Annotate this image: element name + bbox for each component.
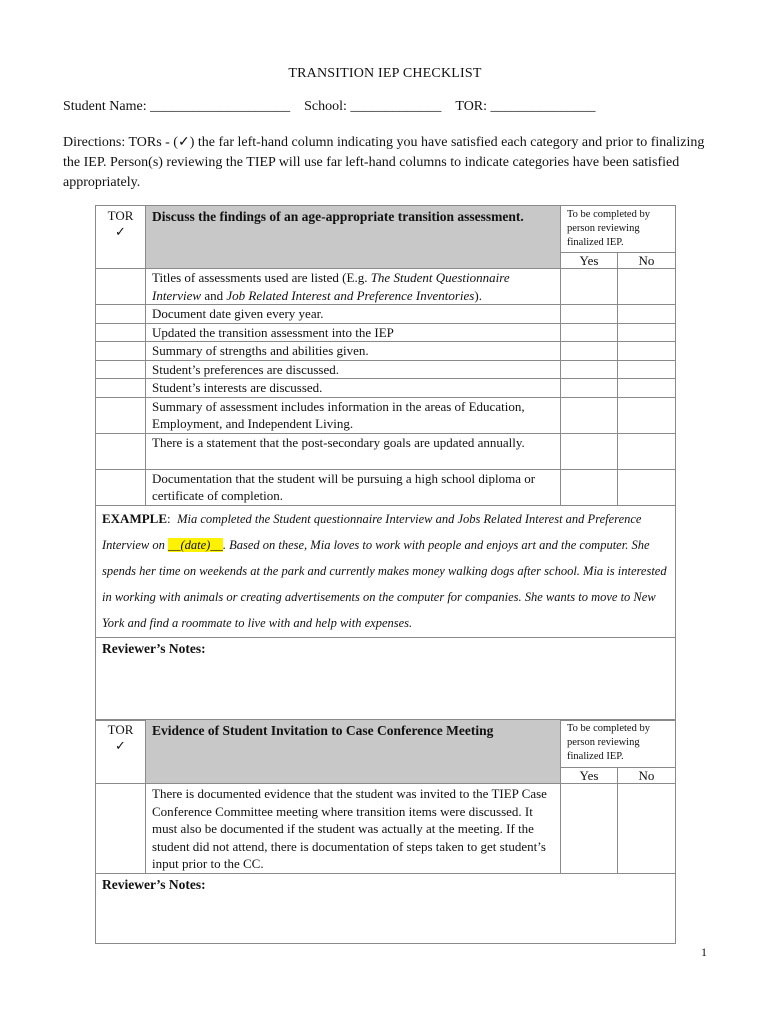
date-highlight: __(date)__ bbox=[167, 537, 223, 552]
example-block: EXAMPLE: Mia completed the Student questionnaire Interview and Jobs Related Interest and Preference Interview on __(date)__. Based on these, Mia loves to work with people and enjoys art and the computer. She spends her time on weekends at the park and currently makes money walking dogs after school. Mia is interested in working with animals or creating advertisements on the computer for companies. She wants to move to New York and find a roommate to live with and help with expenses. bbox=[96, 505, 676, 637]
checklist-item: Summary of strengths and abilities given. bbox=[146, 342, 561, 361]
reviewer-notes[interactable]: Reviewer’s Notes: bbox=[96, 637, 676, 720]
no-check-cell[interactable] bbox=[618, 269, 676, 305]
document-title: TRANSITION IEP CHECKLIST bbox=[288, 66, 482, 81]
no-column-header: No bbox=[618, 253, 676, 269]
no-check-cell[interactable] bbox=[618, 342, 676, 361]
yes-check-cell[interactable] bbox=[561, 469, 618, 505]
yes-column-header: Yes bbox=[561, 253, 618, 269]
yes-check-cell[interactable] bbox=[561, 784, 618, 874]
checkmark-icon: ✓ bbox=[115, 224, 126, 239]
yes-check-cell[interactable] bbox=[561, 342, 618, 361]
yes-check-cell[interactable] bbox=[561, 397, 618, 433]
page-number: 1 bbox=[701, 945, 707, 959]
tor-check-cell[interactable] bbox=[96, 323, 146, 342]
school-field[interactable]: School: _____________ bbox=[304, 99, 442, 114]
checklist-item: Summary of assessment includes information in the areas of Education, Employment, and Independent Living. bbox=[146, 397, 561, 433]
example-label: EXAMPLE bbox=[102, 510, 167, 526]
tor-label: TOR bbox=[107, 208, 134, 223]
invitation-checklist-table bbox=[95, 719, 676, 944]
tor-check-cell[interactable] bbox=[96, 469, 146, 505]
tor-check-cell[interactable] bbox=[96, 360, 146, 379]
checklist-item: Student’s preferences are discussed. bbox=[146, 360, 561, 379]
student-name-field[interactable]: Student Name: ____________________ bbox=[63, 99, 291, 114]
no-check-cell[interactable] bbox=[618, 360, 676, 379]
tor-check-cell[interactable] bbox=[96, 397, 146, 433]
reviewer-instruction: To be completed by person reviewing finalized IEP. bbox=[561, 720, 676, 768]
tor-check-cell[interactable] bbox=[96, 269, 146, 305]
checkmark-icon: ✓ bbox=[115, 738, 126, 753]
tor-check-cell[interactable] bbox=[96, 433, 146, 469]
tor-column-header bbox=[96, 206, 146, 269]
tor-check-cell[interactable] bbox=[96, 379, 146, 398]
yes-check-cell[interactable] bbox=[561, 323, 618, 342]
no-check-cell[interactable] bbox=[618, 397, 676, 433]
no-check-cell[interactable] bbox=[618, 469, 676, 505]
section-heading: Discuss the findings of an age-appropriate transition assessment. bbox=[146, 206, 561, 269]
checklist-item: Document date given every year. bbox=[146, 305, 561, 324]
directions-text: Directions: TORs - (✓) the far left-hand column indicating you have satisfied each category and prior to finalizing the IEP. Person(s) reviewing the TIEP will use far left-hand columns to indicate categories have been satisfied appropriately. bbox=[63, 135, 705, 190]
tor-label: TOR bbox=[107, 722, 134, 737]
section-heading: Evidence of Student Invitation to Case Conference Meeting bbox=[146, 720, 561, 784]
example-text: . Based on these, Mia loves to work with people and enjoys art and the computer. She spends her time on weekends at the park and currently makes money walking dogs after school. Mia is interested in working with animals or creating advertisements on the computer for companies. She wants to move to New York and find a roommate to live with and help with expenses. bbox=[102, 537, 667, 630]
checklist-item: Documentation that the student will be pursuing a high school diploma or certificate of completion. bbox=[146, 469, 561, 505]
no-check-cell[interactable] bbox=[618, 323, 676, 342]
yes-check-cell[interactable] bbox=[561, 305, 618, 324]
assessment-checklist-table bbox=[95, 205, 676, 721]
yes-check-cell[interactable] bbox=[561, 379, 618, 398]
yes-column-header: Yes bbox=[561, 768, 618, 784]
tor-field[interactable]: TOR: _______________ bbox=[455, 99, 596, 114]
checklist-item: Titles of assessments used are listed (E.g. The Student Questionnaire Interview and Job Related Interest and Preference Inventories). bbox=[146, 269, 561, 305]
no-check-cell[interactable] bbox=[618, 379, 676, 398]
header-fields bbox=[63, 99, 596, 115]
tor-check-cell[interactable] bbox=[96, 305, 146, 324]
reviewer-notes[interactable]: Reviewer’s Notes: bbox=[96, 874, 676, 944]
yes-check-cell[interactable] bbox=[561, 360, 618, 379]
checklist-item: There is documented evidence that the student was invited to the TIEP Case Conference Committee meeting where transition items were discussed. It must also be documented if the student was actually at the meeting. If the student did not attend, there is documentation of steps taken to get student’s input prior to the CC. bbox=[146, 784, 561, 874]
checklist-item: Updated the transition assessment into the IEP bbox=[146, 323, 561, 342]
checklist-item: Student’s interests are discussed. bbox=[146, 379, 561, 398]
no-column-header: No bbox=[618, 768, 676, 784]
no-check-cell[interactable] bbox=[618, 305, 676, 324]
checklist-item: There is a statement that the post-secondary goals are updated annually. bbox=[146, 433, 561, 469]
tor-check-cell[interactable] bbox=[96, 784, 146, 874]
no-check-cell[interactable] bbox=[618, 784, 676, 874]
no-check-cell[interactable] bbox=[618, 433, 676, 469]
tor-column-header bbox=[96, 720, 146, 784]
example-text: Mia completed the Student questionnaire Interview and Jobs Related Interest and Preference Interview on bbox=[102, 511, 642, 552]
tor-check-cell[interactable] bbox=[96, 342, 146, 361]
yes-check-cell[interactable] bbox=[561, 433, 618, 469]
reviewer-instruction: To be completed by person reviewing finalized IEP. bbox=[561, 206, 676, 253]
yes-check-cell[interactable] bbox=[561, 269, 618, 305]
